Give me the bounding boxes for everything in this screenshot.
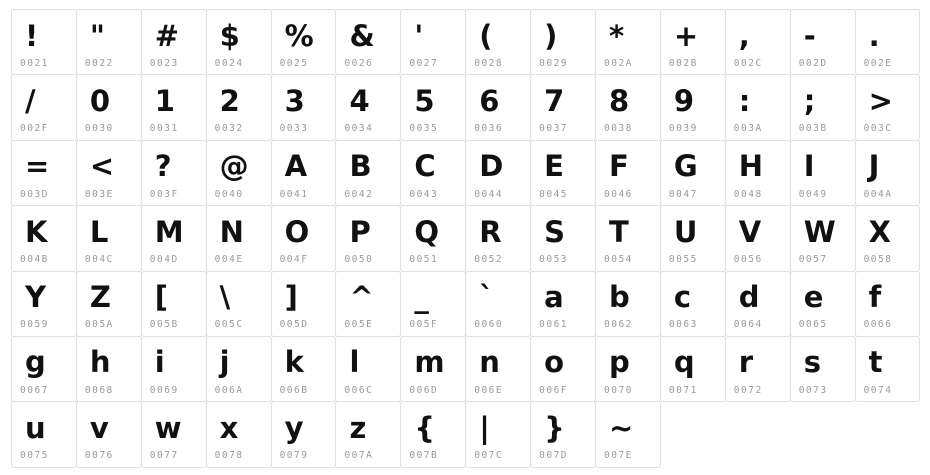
glyph-char: $: [219, 18, 240, 53]
glyph-cell: [465, 401, 531, 467]
glyph-char: H: [738, 149, 764, 184]
glyph-code-label: 0074: [863, 384, 893, 396]
glyph-cell: [335, 140, 401, 206]
glyph-cell: [660, 74, 726, 140]
glyph-code-label: 0069: [149, 384, 179, 396]
glyph-code-label: 0049: [798, 188, 828, 200]
glyph-char: r: [738, 345, 754, 380]
glyph-char: W: [803, 214, 836, 249]
glyph-char: 8: [609, 83, 630, 118]
glyph-code-label: 0055: [668, 254, 698, 266]
glyph-cell: [76, 74, 142, 140]
glyph-code-label: 002C: [733, 57, 763, 69]
glyph-row: [11, 9, 930, 75]
glyph-code-label: 0036: [474, 123, 504, 135]
glyph-code-label: 0061: [539, 319, 569, 331]
glyph-cell: [400, 401, 466, 467]
glyph-cell: [790, 205, 856, 271]
glyph-char: 4: [349, 83, 370, 118]
glyph-cell: [725, 205, 791, 271]
glyph-char: @: [219, 149, 249, 184]
glyph-cell: [595, 205, 661, 271]
glyph-char: 9: [673, 83, 695, 118]
glyph-code-label: 007D: [539, 450, 569, 462]
glyph-cell: [206, 140, 272, 206]
glyph-char: c: [673, 280, 692, 315]
glyph-cell: [595, 401, 661, 467]
glyph-cell: [595, 336, 661, 402]
glyph-code-label: 007C: [474, 450, 504, 462]
glyph-code-label: 003C: [863, 123, 893, 135]
glyph-cell: [725, 9, 791, 75]
glyph-code-label: 0042: [344, 188, 374, 200]
glyph-code-label: 0043: [409, 188, 439, 200]
glyph-char: l: [349, 345, 360, 380]
glyph-char: ): [544, 18, 558, 53]
glyph-code-label: 0033: [279, 123, 309, 135]
glyph-char: ~: [609, 410, 634, 445]
glyph-code-label: 006A: [214, 384, 244, 396]
glyph-code-label: 0064: [733, 319, 763, 331]
glyph-char: Q: [414, 214, 439, 249]
glyph-cell: [465, 271, 531, 337]
glyph-cell: [206, 401, 272, 467]
glyph-char: 6: [479, 83, 500, 118]
glyph-cell: [530, 74, 596, 140]
glyph-char: O: [284, 214, 310, 249]
glyph-char: *: [609, 18, 625, 53]
glyph-cell: [141, 271, 207, 337]
glyph-code-label: 005D: [279, 319, 309, 331]
glyph-cell: [141, 336, 207, 402]
glyph-cell: [790, 271, 856, 337]
glyph-code-label: 0027: [409, 57, 439, 69]
glyph-char: Z: [89, 280, 111, 315]
glyph-char: 1: [154, 83, 175, 118]
glyph-char: -: [803, 18, 816, 53]
glyph-cell: [400, 9, 466, 75]
glyph-cell: [660, 205, 726, 271]
glyph-char: `: [479, 280, 494, 315]
glyph-cell: [530, 140, 596, 206]
glyph-cell: [400, 271, 466, 337]
glyph-code-label: 006C: [344, 384, 374, 396]
glyph-code-label: 0032: [214, 123, 244, 135]
glyph-char: D: [479, 149, 504, 184]
glyph-code-label: 0058: [863, 254, 893, 266]
glyph-code-label: 002E: [863, 57, 893, 69]
glyph-cell: [141, 205, 207, 271]
glyph-cell: [206, 336, 272, 402]
glyph-cell: [335, 401, 401, 467]
glyph-char: :: [738, 83, 751, 118]
glyph-code-label: 0060: [474, 319, 504, 331]
glyph-cell: [530, 401, 596, 467]
glyph-code-label: 006E: [474, 384, 504, 396]
glyph-cell: [335, 205, 401, 271]
glyph-cell: [530, 271, 596, 337]
glyph-cell: [725, 74, 791, 140]
glyph-code-label: 0071: [668, 384, 698, 396]
glyph-code-label: 006D: [409, 384, 439, 396]
glyph-cell: [335, 74, 401, 140]
glyph-cell: [400, 140, 466, 206]
glyph-cell: [141, 74, 207, 140]
glyph-char: &: [349, 18, 375, 53]
glyph-cell: [11, 271, 77, 337]
glyph-char: (: [479, 18, 493, 53]
glyph-char: e: [803, 280, 824, 315]
glyph-code-label: 003F: [149, 188, 179, 200]
glyph-char: n: [479, 345, 500, 380]
glyph-code-label: 006B: [279, 384, 309, 396]
glyph-code-label: 0076: [84, 450, 114, 462]
glyph-code-label: 0053: [539, 254, 569, 266]
glyph-char: S: [544, 214, 566, 249]
glyph-char: ;: [803, 83, 816, 118]
glyph-char: ?: [154, 149, 172, 184]
glyph-char: {: [414, 410, 435, 445]
glyph-cell: [76, 9, 142, 75]
glyph-code-label: 004A: [863, 188, 893, 200]
glyph-code-label: 0034: [344, 123, 374, 135]
glyph-char: ,: [738, 18, 750, 53]
glyph-char: j: [219, 345, 230, 380]
glyph-code-label: 0046: [604, 188, 633, 200]
glyph-code-label: 0052: [474, 254, 504, 266]
glyph-code-label: 004F: [279, 254, 309, 266]
glyph-code-label: 0030: [84, 123, 114, 135]
glyph-cell: [530, 205, 596, 271]
glyph-code-label: 0072: [733, 384, 763, 396]
glyph-cell: [76, 401, 142, 467]
glyph-code-label: 0075: [20, 450, 49, 462]
glyph-char: T: [609, 214, 629, 249]
glyph-cell: [11, 9, 77, 75]
glyph-char: u: [25, 410, 46, 445]
glyph-cell: [595, 140, 661, 206]
glyph-code-label: 005E: [344, 319, 374, 331]
glyph-code-label: 004B: [20, 254, 49, 266]
glyph-code-label: 005F: [409, 319, 439, 331]
glyph-char: y: [284, 410, 304, 445]
glyph-cell: [271, 205, 337, 271]
glyph-char: ^: [349, 280, 374, 315]
glyph-char: %: [284, 18, 314, 53]
glyph-cell: [660, 336, 726, 402]
glyph-code-label: 0051: [409, 254, 439, 266]
glyph-code-label: 003D: [20, 188, 49, 200]
glyph-cell: [11, 205, 77, 271]
glyph-code-label: 0041: [279, 188, 309, 200]
glyph-char: /: [25, 83, 36, 118]
glyph-cell: [530, 336, 596, 402]
glyph-code-label: 002D: [798, 57, 828, 69]
glyph-code-label: 0066: [863, 319, 893, 331]
glyph-code-label: 0067: [20, 384, 49, 396]
glyph-char: C: [414, 149, 436, 184]
glyph-code-label: 0028: [474, 57, 504, 69]
glyph-code-label: 0023: [149, 57, 179, 69]
glyph-char: z: [349, 410, 367, 445]
glyph-code-label: 0040: [214, 188, 244, 200]
glyph-cell: [595, 9, 661, 75]
glyph-char: _: [414, 280, 429, 315]
glyph-code-label: 0035: [409, 123, 439, 135]
glyph-code-label: 0068: [84, 384, 114, 396]
glyph-char: p: [609, 345, 630, 380]
glyph-code-label: 003B: [798, 123, 828, 135]
glyph-char: h: [89, 345, 111, 380]
glyph-code-label: 002F: [20, 123, 49, 135]
glyph-code-label: 0079: [279, 450, 309, 462]
glyph-code-label: 0021: [20, 57, 49, 69]
glyph-code-label: 0047: [668, 188, 698, 200]
glyph-char: F: [609, 149, 629, 184]
glyph-cell: [76, 271, 142, 337]
glyph-char: !: [25, 18, 39, 53]
glyph-code-label: 0078: [214, 450, 244, 462]
glyph-code-label: 0050: [344, 254, 374, 266]
glyph-char: 3: [284, 83, 305, 118]
glyph-cell: [206, 74, 272, 140]
glyph-char: +: [673, 18, 699, 53]
glyph-char: R: [479, 214, 502, 249]
glyph-cell: [465, 336, 531, 402]
glyph-code-label: 0070: [604, 384, 633, 396]
glyph-cell: [465, 9, 531, 75]
glyph-cell: [400, 74, 466, 140]
glyph-code-label: 005A: [84, 319, 114, 331]
glyph-cell: [141, 140, 207, 206]
glyph-cell: [400, 205, 466, 271]
glyph-code-label: 0056: [733, 254, 763, 266]
character-map-grid: [11, 9, 930, 468]
glyph-cell: [11, 74, 77, 140]
glyph-char: t: [868, 345, 883, 380]
glyph-cell: [855, 271, 921, 337]
glyph-cell: [465, 205, 531, 271]
glyph-char: I: [803, 149, 815, 184]
glyph-code-label: 0031: [149, 123, 179, 135]
glyph-row: [11, 74, 930, 140]
glyph-char: w: [154, 410, 182, 445]
glyph-code-label: 0057: [798, 254, 828, 266]
glyph-char: d: [738, 280, 760, 315]
glyph-char: ': [414, 18, 424, 53]
glyph-char: L: [89, 214, 109, 249]
glyph-cell: [660, 271, 726, 337]
glyph-char: X: [868, 214, 891, 249]
glyph-char: 2: [219, 83, 240, 118]
glyph-char: s: [803, 345, 821, 380]
glyph-code-label: 0048: [733, 188, 763, 200]
glyph-cell: [400, 336, 466, 402]
glyph-char: |: [479, 410, 490, 445]
glyph-row: [11, 336, 930, 402]
glyph-cell: [141, 401, 207, 467]
glyph-code-label: 0065: [798, 319, 828, 331]
glyph-cell: [76, 140, 142, 206]
glyph-char: m: [414, 345, 445, 380]
glyph-cell: [271, 74, 337, 140]
glyph-code-label: 0059: [20, 319, 49, 331]
glyph-cell: [790, 74, 856, 140]
glyph-cell: [335, 9, 401, 75]
glyph-cell: [725, 271, 791, 337]
glyph-code-label: 0054: [604, 254, 633, 266]
glyph-code-label: 007E: [604, 450, 633, 462]
glyph-cell: [660, 140, 726, 206]
glyph-code-label: 004C: [84, 254, 114, 266]
glyph-char: A: [284, 149, 308, 184]
glyph-code-label: 002B: [668, 57, 698, 69]
glyph-cell: [855, 205, 921, 271]
glyph-code-label: 005B: [149, 319, 179, 331]
glyph-row: [11, 205, 930, 271]
glyph-cell: [465, 140, 531, 206]
glyph-cell: [271, 271, 337, 337]
glyph-cell: [725, 336, 791, 402]
glyph-cell: [855, 140, 921, 206]
glyph-char: o: [544, 345, 565, 380]
glyph-cell: [725, 140, 791, 206]
glyph-char: <: [89, 149, 115, 184]
glyph-char: N: [219, 214, 244, 249]
glyph-char: G: [673, 149, 698, 184]
glyph-char: 7: [544, 83, 565, 118]
glyph-char: x: [219, 410, 239, 445]
glyph-char: P: [349, 214, 371, 249]
glyph-char: }: [544, 410, 565, 445]
glyph-char: E: [544, 149, 564, 184]
glyph-code-label: 004E: [214, 254, 244, 266]
glyph-cell: [206, 271, 272, 337]
glyph-cell: [271, 336, 337, 402]
glyph-code-label: 0063: [668, 319, 698, 331]
glyph-char: b: [609, 280, 630, 315]
glyph-cell: [855, 74, 921, 140]
glyph-code-label: 006F: [539, 384, 569, 396]
glyph-char: Y: [25, 280, 46, 315]
glyph-code-label: 007B: [409, 450, 439, 462]
glyph-row: [11, 271, 930, 337]
glyph-cell: [76, 205, 142, 271]
glyph-char: M: [154, 214, 184, 249]
glyph-cell: [530, 9, 596, 75]
glyph-code-label: 0077: [149, 450, 179, 462]
glyph-cell: [335, 336, 401, 402]
glyph-char: J: [868, 149, 880, 184]
glyph-cell: [11, 401, 77, 467]
glyph-char: #: [154, 18, 180, 53]
glyph-char: ]: [284, 280, 298, 315]
glyph-char: i: [154, 345, 165, 380]
glyph-cell: [790, 9, 856, 75]
glyph-cell: [855, 9, 921, 75]
glyph-char: a: [544, 280, 564, 315]
glyph-cell: [11, 140, 77, 206]
glyph-char: v: [89, 410, 109, 445]
glyph-code-label: 0038: [604, 123, 633, 135]
glyph-cell: [271, 9, 337, 75]
glyph-cell: [790, 140, 856, 206]
glyph-char: ": [89, 18, 105, 53]
glyph-code-label: 004D: [149, 254, 179, 266]
glyph-code-label: 0045: [539, 188, 569, 200]
glyph-row: [11, 401, 930, 467]
glyph-cell: [335, 271, 401, 337]
glyph-char: \: [219, 280, 231, 315]
glyph-cell: [855, 336, 921, 402]
glyph-code-label: 003E: [84, 188, 114, 200]
glyph-code-label: 007A: [344, 450, 374, 462]
glyph-char: [: [154, 280, 169, 315]
glyph-code-label: 0025: [279, 57, 309, 69]
glyph-code-label: 0062: [604, 319, 633, 331]
glyph-char: f: [868, 280, 882, 315]
glyph-char: K: [25, 214, 48, 249]
glyph-cell: [76, 336, 142, 402]
glyph-char: U: [673, 214, 698, 249]
glyph-code-label: 0073: [798, 384, 828, 396]
glyph-code-label: 0029: [539, 57, 569, 69]
glyph-cell: [595, 271, 661, 337]
glyph-code-label: 0044: [474, 188, 504, 200]
glyph-cell: [595, 74, 661, 140]
glyph-code-label: 003A: [733, 123, 763, 135]
glyph-cell: [465, 74, 531, 140]
glyph-char: 0: [89, 83, 111, 118]
glyph-char: q: [673, 345, 695, 380]
glyph-char: g: [25, 345, 46, 380]
glyph-code-label: 0022: [84, 57, 114, 69]
glyph-code-label: 0037: [539, 123, 569, 135]
glyph-code-label: 0024: [214, 57, 244, 69]
glyph-cell: [206, 9, 272, 75]
glyph-code-label: 005C: [214, 319, 244, 331]
glyph-code-label: 002A: [604, 57, 633, 69]
glyph-char: .: [868, 18, 880, 53]
glyph-char: 5: [414, 83, 435, 118]
glyph-cell: [271, 140, 337, 206]
glyph-char: >: [868, 83, 893, 118]
glyph-row: [11, 140, 930, 206]
glyph-char: =: [25, 149, 50, 184]
glyph-cell: [141, 9, 207, 75]
glyph-cell: [206, 205, 272, 271]
glyph-code-label: 0039: [668, 123, 698, 135]
glyph-cell: [790, 336, 856, 402]
glyph-cell: [660, 9, 726, 75]
glyph-char: B: [349, 149, 372, 184]
glyph-cell: [11, 336, 77, 402]
glyph-char: k: [284, 345, 304, 380]
glyph-code-label: 0026: [344, 57, 374, 69]
glyph-char: V: [738, 214, 762, 249]
glyph-cell: [271, 401, 337, 467]
